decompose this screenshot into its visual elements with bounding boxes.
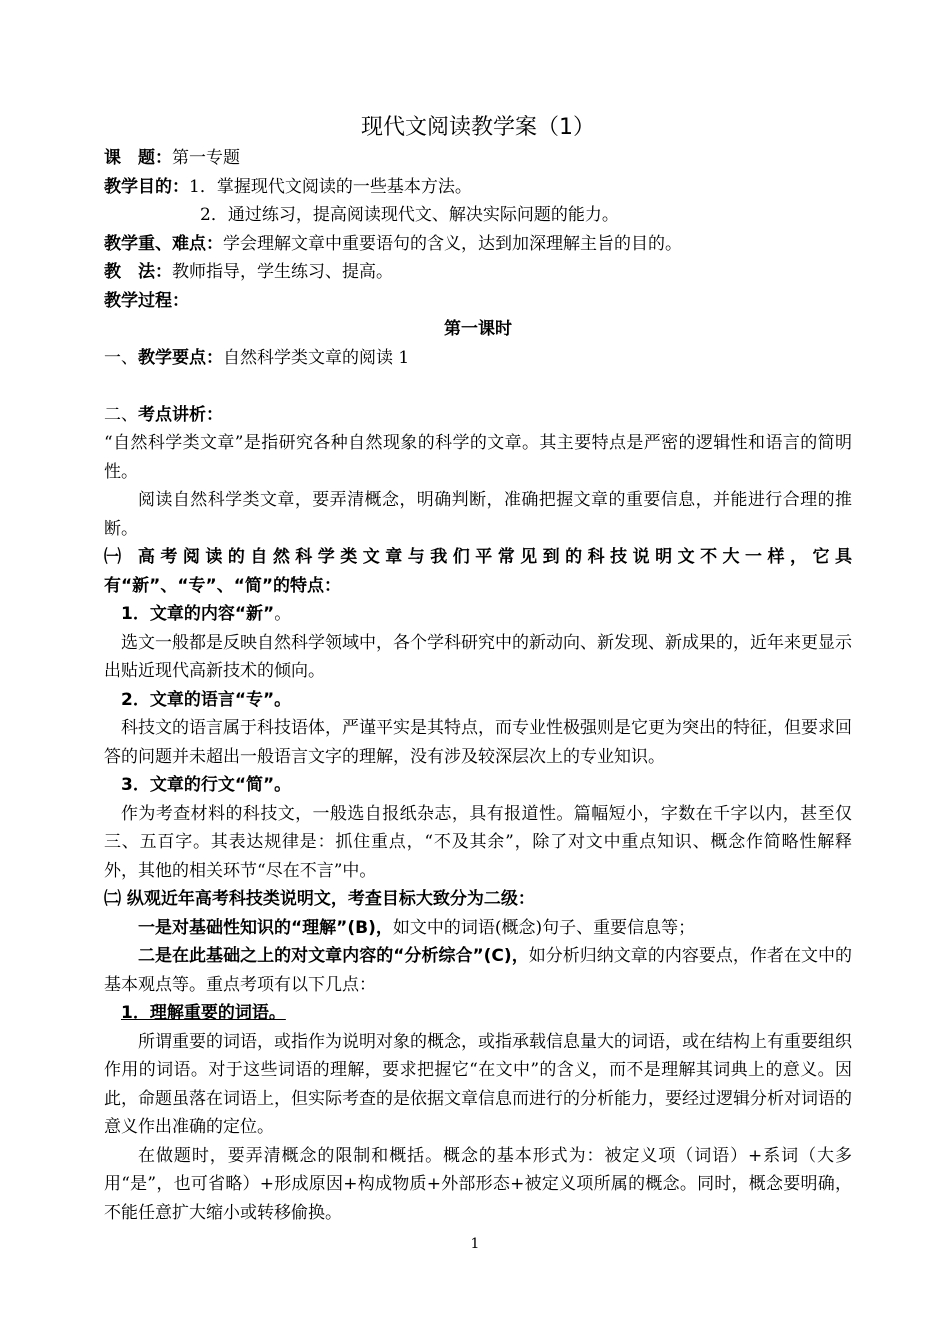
target-level-1-rest: 如文中的词语(概念)句子、重要信息等； — [392, 917, 696, 938]
purpose-label: 教学目的： — [104, 176, 189, 197]
feature-3-heading: 3．文章的行文“简”。 — [121, 775, 292, 795]
topic-label: 课 题： — [104, 148, 172, 168]
paragraph-feature-2: 科技文的语言属于科技语体，严谨平实是其特点，而专业性极强则是它更为突出的特征，但要求回答的问题并未超出一般语言文字的理解，没有涉及较深层次上的专业知识。 — [104, 718, 852, 767]
topic-value: 第一专题 — [172, 148, 240, 168]
topic-line — [104, 144, 852, 173]
heading-targets: ㈡ 纵观近年高考科技类说明文，考查目标大致分为二级： — [104, 889, 535, 909]
focus-line — [104, 230, 852, 259]
feature-2-heading: 2．文章的语言“专”。 — [121, 689, 292, 710]
target-level-1 — [104, 914, 852, 943]
section-2-prefix: 二、 — [104, 404, 138, 425]
heading-features: ㈠ 高考阅读的自然科学类文章与我们平常见到的科技说明文不大一样，它具有“新”、“专”、“简”的特点： — [104, 547, 852, 596]
process-label: 教学过程： — [104, 290, 189, 311]
purpose-item-1: 1．掌握现代文阅读的一些基本方法。 — [189, 176, 472, 197]
target-level-2-rest: 如分析归纳文章的内容要点，作者在文中的基本观点等。重点考项有以下几点： — [104, 946, 852, 995]
section-1-line — [104, 344, 852, 373]
paragraph-reading-method: 阅读自然科学类文章，要弄清概念，明确判断，准确把握文章的重要信息，并能进行合理的推断。 — [104, 490, 852, 539]
focus-value: 学会理解文章中重要语句的含义，达到加深理解主旨的目的。 — [223, 233, 682, 254]
method-value: 教师指导，学生练习、提高。 — [172, 262, 393, 282]
target-level-2 — [104, 942, 852, 999]
target-level-1-bold: 一是对基础性知识的“理解”(B)， — [138, 917, 393, 938]
feature-1-title: 1．文章的内容“新” — [121, 604, 275, 624]
purpose-line — [104, 173, 852, 202]
paragraph-feature-3: 作为考查材料的科技文，一般选自报纸杂志，具有报道性。篇幅短小，字数在千字以内，甚至仅三、五百字。其表达规律是：抓住重点，“不及其余”，除了对文中重点知识、概念作简略性解释外，其他的相关环节“尽在不言”中。 — [104, 803, 852, 881]
page-number: 1 — [470, 1236, 480, 1252]
target-level-2-bold: 二是在此基础之上的对文章内容的“分析综合”(C)， — [138, 946, 529, 966]
feature-1-heading — [104, 600, 852, 629]
section-1-prefix: 一、 — [104, 347, 138, 368]
section-1-value: 自然科学类文章的阅读 1 — [223, 347, 410, 368]
lesson-heading: 第一课时 — [444, 319, 512, 339]
paragraph-definition: “自然科学类文章”是指研究各种自然现象的科学的文章。其主要特点是严密的逻辑性和语言的简明性。 — [104, 433, 852, 482]
document-body — [104, 112, 852, 1227]
section-1-label: 教学要点： — [138, 347, 223, 368]
paragraph-concept-form: 在做题时，要弄清概念的限制和概括。概念的基本形式为：被定义项（词语）+系词（大多用“是”，也可省略）+形成原因+构成物质+外部形态+被定义项所属的概念。同时，概念要明确，不能任意扩大缩小或转移偷换。 — [104, 1145, 852, 1223]
method-line — [104, 258, 852, 287]
section-2-label: 考点讲析： — [138, 404, 223, 425]
paragraph-important-words: 所谓重要的词语，或指作为说明对象的概念，或指承载信息量大的词语，或在结构上有重要组织作用的词语。对于这些词语的理解，要求把握它“在文中”的含义，而不是理解其词典上的意义。因此，命题虽落在词语上，但实际考查的是依据文章信息而进行的分析能力，要经过逻辑分析对词语的意义作出准确的定位。 — [104, 1031, 852, 1137]
feature-1-end: 。 — [274, 604, 292, 624]
method-label: 教 法： — [104, 262, 172, 282]
purpose-item-2: 2．通过练习，提高阅读现代文、解决实际问题的能力。 — [200, 205, 619, 225]
section-2-line — [104, 401, 852, 430]
paragraph-feature-1: 选文一般都是反映自然科学领域中，各个学科研究中的新动向、新发现、新成果的，近年来更显示出贴近现代高新技术的倾向。 — [104, 632, 852, 681]
key-point-1-heading — [104, 999, 852, 1028]
blank-line — [104, 372, 852, 401]
focus-label: 教学重、难点： — [104, 233, 223, 254]
key-point-1-title: 1．理解重要的词语。 — [121, 1003, 286, 1023]
document-title: 现代文阅读教学案（1） — [361, 115, 595, 140]
